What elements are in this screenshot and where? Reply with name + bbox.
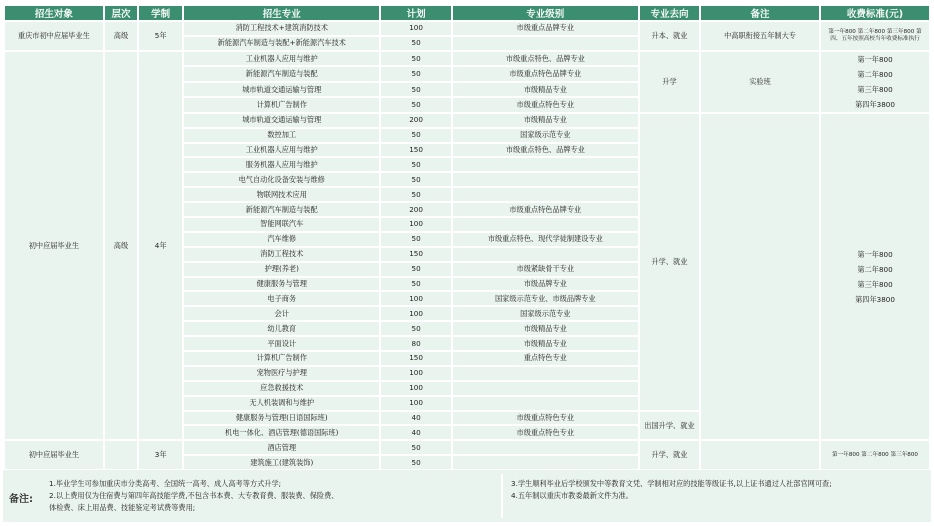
table-body xyxy=(5,22,929,469)
plan-cell: 40 xyxy=(381,426,450,439)
fee-line: 第一年800 xyxy=(857,249,893,259)
plan-cell: 50 xyxy=(381,37,450,50)
plan-cell: 100 xyxy=(381,307,450,320)
major-cell: 智能网联汽车 xyxy=(184,218,379,231)
fee-line: 第四年3800 xyxy=(855,294,895,304)
plan-cell: 50 xyxy=(381,83,450,97)
plan-cell: 150 xyxy=(381,352,450,365)
fee-line: 第三年800 xyxy=(857,84,893,94)
remark-cell: 中高职衔接五年制大专 xyxy=(701,22,819,50)
major-cell: 宠物医疗与护理 xyxy=(184,367,379,380)
fee-cell: 第一年800 第二年800 第三年800 第四、五年按照高校当年收费标准执行 xyxy=(821,22,929,50)
grade-cell: 市级精品专业 xyxy=(453,322,638,335)
header-row xyxy=(5,6,929,20)
plan-cell: 50 xyxy=(381,158,450,171)
major-cell: 汽车维修 xyxy=(184,233,379,246)
major-cell: 电气自动化设备安装与维修 xyxy=(184,173,379,186)
grade-cell xyxy=(453,37,638,50)
plan-cell: 150 xyxy=(381,248,450,261)
years-cell: 3年 xyxy=(139,441,182,469)
major-cell: 城市轨道交通运输与管理 xyxy=(184,114,379,127)
plan-cell: 100 xyxy=(381,367,450,380)
grade-cell xyxy=(453,173,638,186)
grade-cell xyxy=(453,397,638,410)
plan-cell: 50 xyxy=(381,98,450,112)
table-row xyxy=(5,52,929,66)
major-cell: 城市轨道交通运输与管理 xyxy=(184,83,379,97)
plan-cell: 80 xyxy=(381,337,450,350)
grade-cell: 重点特色专业 xyxy=(453,352,638,365)
major-cell: 无人机装调和与维护 xyxy=(184,397,379,410)
remark-cell xyxy=(701,114,819,440)
note-line: 体检费、床上用品费、技能鉴定考试费等费用; xyxy=(49,503,196,512)
fee-line: 第四年3800 xyxy=(855,99,895,109)
major-cell: 数控加工 xyxy=(184,129,379,142)
plan-cell: 50 xyxy=(381,173,450,186)
table-row xyxy=(5,22,929,35)
major-cell: 新能源汽车制造与装配+新能源汽车技术 xyxy=(184,37,379,50)
level-cell: 高级 xyxy=(105,22,138,50)
plan-cell: 150 xyxy=(381,144,450,157)
grade-cell: 市级精品专业 xyxy=(453,337,638,350)
plan-cell: 50 xyxy=(381,52,450,66)
grade-cell xyxy=(453,382,638,395)
major-cell: 平面设计 xyxy=(184,337,379,350)
grade-cell: 国家级示范专业 xyxy=(453,129,638,142)
grade-cell: 市级重点特色、品牌专业 xyxy=(453,144,638,157)
grade-cell: 市级精品专业 xyxy=(453,83,638,97)
grade-cell: 市级重点特色品牌专业 xyxy=(453,67,638,81)
column-header: 专业去向 xyxy=(640,6,699,20)
plan-cell: 200 xyxy=(381,203,450,216)
major-cell: 服务机器人应用与维护 xyxy=(184,158,379,171)
major-cell: 计算机广告制作 xyxy=(184,352,379,365)
notes-left xyxy=(49,478,489,514)
plan-cell: 100 xyxy=(381,292,450,305)
major-cell: 幼儿教育 xyxy=(184,322,379,335)
column-header: 计划 xyxy=(381,6,450,20)
column-header: 招生专业 xyxy=(184,6,379,20)
column-header: 专业级别 xyxy=(453,6,638,20)
column-header: 学制 xyxy=(139,6,182,20)
grade-cell: 国家级示范专业 xyxy=(453,307,638,320)
major-cell: 工业机器人应用与维护 xyxy=(184,144,379,157)
note-line: 3.学生顺利毕业后学校颁发中等教育文凭、学制相对应的技能等级证书,以上证书通过人社部官网可查; xyxy=(511,479,832,488)
plan-cell: 100 xyxy=(381,397,450,410)
plan-cell: 100 xyxy=(381,382,450,395)
destination-cell: 升学、就业 xyxy=(640,441,699,469)
plan-cell: 50 xyxy=(381,441,450,454)
years-cell: 5年 xyxy=(139,22,182,50)
destination-cell: 升学 xyxy=(640,52,699,112)
grade-cell: 市级重点品牌专业 xyxy=(453,22,638,35)
major-cell: 健康服务与管理(日语国际班) xyxy=(184,412,379,425)
column-header: 招生对象 xyxy=(5,6,103,20)
major-cell: 机电一体化、酒店管理(德语国际班) xyxy=(184,426,379,439)
plan-cell: 200 xyxy=(381,114,450,127)
major-cell: 物联网技术应用 xyxy=(184,188,379,201)
grade-cell: 市级精品专业 xyxy=(453,114,638,127)
destination-cell: 升学、就业 xyxy=(640,114,699,410)
grade-cell xyxy=(453,248,638,261)
table-row xyxy=(5,441,929,454)
major-cell: 消防工程技术+建筑消防技术 xyxy=(184,22,379,35)
fee-line: 第二年800 xyxy=(857,264,893,274)
grade-cell xyxy=(453,456,638,469)
fee-line: 第二年800 xyxy=(857,69,893,79)
plan-cell: 100 xyxy=(381,22,450,35)
major-cell: 新能源汽车制造与装配 xyxy=(184,67,379,81)
destination-cell: 升本、就业 xyxy=(640,22,699,50)
target-cell: 初中应届毕业生 xyxy=(5,52,103,440)
grade-cell: 市级重点特色品牌专业 xyxy=(453,203,638,216)
grade-cell xyxy=(453,441,638,454)
years-cell: 4年 xyxy=(139,52,182,440)
plan-cell: 50 xyxy=(381,67,450,81)
plan-cell: 50 xyxy=(381,278,450,291)
plan-cell: 50 xyxy=(381,456,450,469)
fee-cell: 第一年800 第二年800 第三年800 xyxy=(821,441,929,469)
major-cell: 健康服务与管理 xyxy=(184,278,379,291)
grade-cell: 市级品牌专业 xyxy=(453,278,638,291)
plan-cell: 50 xyxy=(381,188,450,201)
major-cell: 工业机器人应用与维护 xyxy=(184,52,379,66)
grade-cell: 市级重点特色专业 xyxy=(453,412,638,425)
plan-cell: 50 xyxy=(381,263,450,276)
grade-cell: 市级重点特色、现代学徒制建设专业 xyxy=(453,233,638,246)
remark-cell xyxy=(701,441,819,469)
major-cell: 护理(养老) xyxy=(184,263,379,276)
remark-cell: 实验班 xyxy=(701,52,819,112)
column-header: 层次 xyxy=(105,6,138,20)
enrollment-table xyxy=(3,4,931,471)
column-header: 备注 xyxy=(701,6,819,20)
target-cell: 重庆市初中应届毕业生 xyxy=(5,22,103,50)
major-cell: 应急救援技术 xyxy=(184,382,379,395)
plan-cell: 50 xyxy=(381,322,450,335)
target-cell: 初中应届毕业生 xyxy=(5,441,103,469)
note-line: 2.以上费用仅为住宿费与第四年高技能学费,不包含书本费、大专教育费、服装费、保险费、 xyxy=(49,491,339,500)
grade-cell: 市级紧缺骨干专业 xyxy=(453,263,638,276)
destination-cell: 出国升学、就业 xyxy=(640,412,699,440)
grade-cell: 市级重点特色、品牌专业 xyxy=(453,52,638,66)
major-cell: 建筑施工(建筑装饰) xyxy=(184,456,379,469)
major-cell: 会计 xyxy=(184,307,379,320)
grade-cell xyxy=(453,158,638,171)
notes-panel xyxy=(3,470,931,522)
major-cell: 新能源汽车制造与装配 xyxy=(184,203,379,216)
plan-cell: 40 xyxy=(381,412,450,425)
column-header: 收费标准(元) xyxy=(821,6,929,20)
grade-cell xyxy=(453,188,638,201)
fee-cell xyxy=(821,114,929,440)
level-cell xyxy=(105,441,138,469)
grade-cell xyxy=(453,367,638,380)
fee-cell xyxy=(821,52,929,112)
plan-cell: 50 xyxy=(381,129,450,142)
fee-line: 第一年800 xyxy=(857,54,893,64)
note-line: 4.五年制以重庆市教委最新文件为准。 xyxy=(511,491,633,500)
grade-cell: 国家级示范专业、市级品牌专业 xyxy=(453,292,638,305)
grade-cell xyxy=(453,218,638,231)
notes-divider xyxy=(501,474,503,518)
fee-line: 第三年800 xyxy=(857,279,893,289)
notes-label: 备注: xyxy=(9,494,33,505)
note-line: 1.毕业学生可参加重庆市分类高考、全国统一高考、成人高考等方式升学; xyxy=(49,479,282,488)
major-cell: 电子商务 xyxy=(184,292,379,305)
grade-cell: 市级重点特色专业 xyxy=(453,426,638,439)
major-cell: 酒店管理 xyxy=(184,441,379,454)
level-cell: 高级 xyxy=(105,52,138,440)
grade-cell: 市级重点特色专业 xyxy=(453,98,638,112)
major-cell: 消防工程技术 xyxy=(184,248,379,261)
major-cell: 计算机广告制作 xyxy=(184,98,379,112)
plan-cell: 50 xyxy=(381,233,450,246)
plan-cell: 100 xyxy=(381,218,450,231)
notes-right xyxy=(511,478,926,502)
